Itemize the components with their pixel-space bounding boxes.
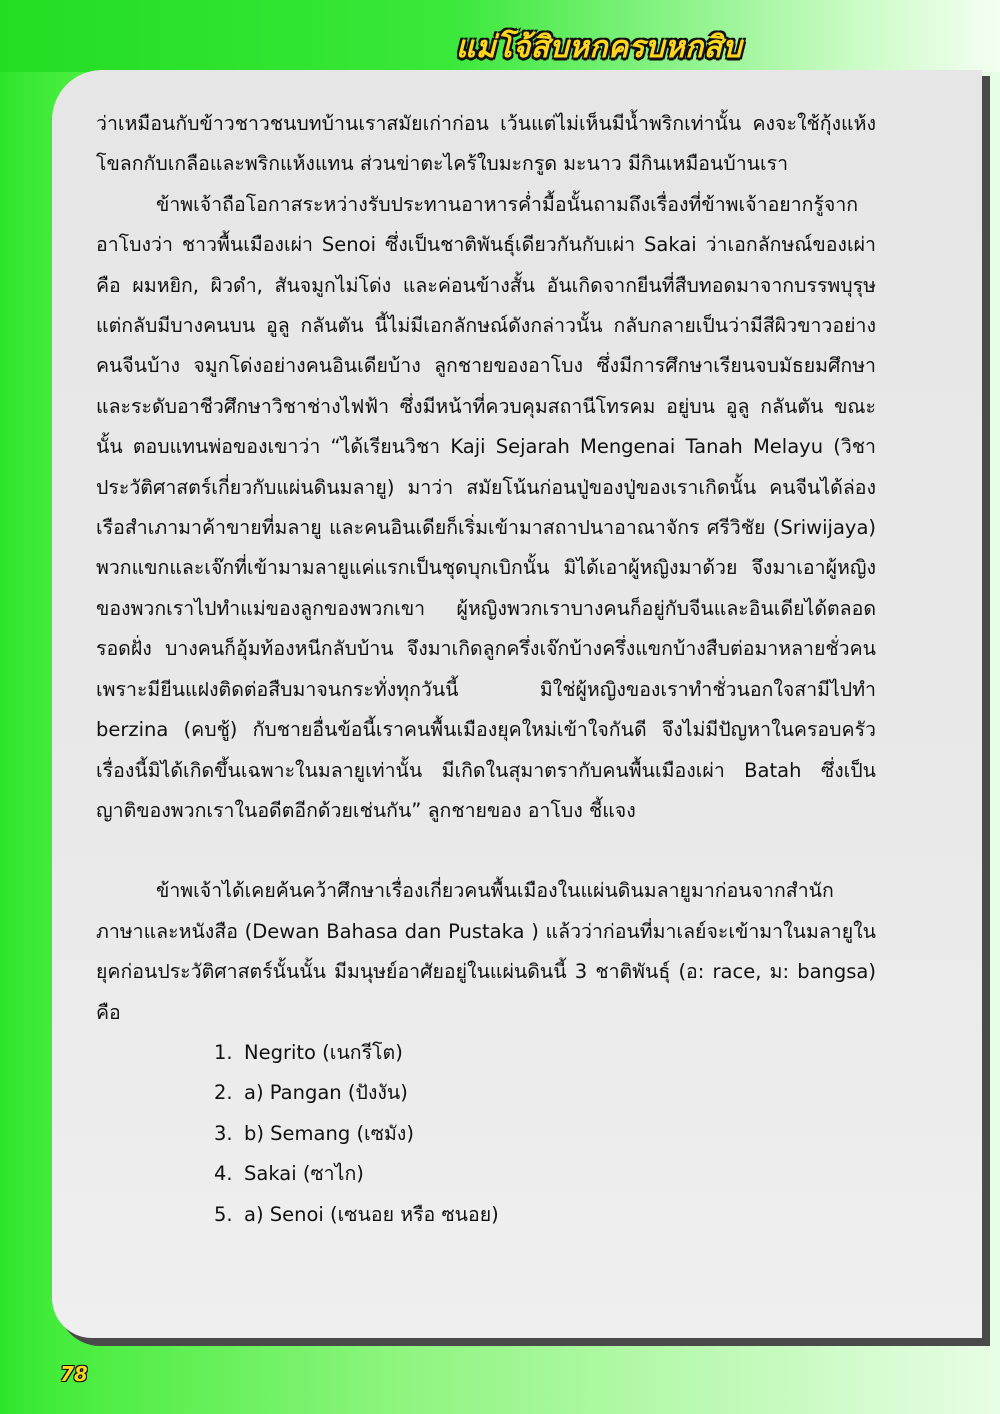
list-item-text: b) Semang (เซมัง) (244, 1121, 414, 1145)
page-number: 78 (60, 1362, 88, 1386)
list-item (96, 1073, 876, 1113)
paragraph-spacer (96, 831, 876, 871)
list-item (96, 1114, 876, 1154)
list-item-text: a) Pangan (ปังงัน) (244, 1081, 408, 1105)
list-item-number: 5. (214, 1202, 233, 1226)
body-paragraph: ว่าเหมือนกับข้าวชาวชนบทบ้านเราสมัยเก่าก่อน เว้นแต่ไม่เห็นมีน้ำพริกเท่านั้น คงจะใช้กุ้งแห้งโขลกกับเกลือและพริกแห้งแทน ส่วนข่าตะไคร้ใบมะกรูด มะนาว มีกินเหมือนบ้านเรา (96, 112, 876, 176)
list-item-number: 4. (214, 1162, 233, 1186)
page-body (96, 104, 876, 1235)
list-item-text: Sakai (ซาไก) (244, 1162, 364, 1186)
body-paragraph: ข้าพเจ้าถือโอกาสระหว่างรับประทานอาหารค่ำมื้อนั้นถามถึงเรื่องที่ข้าพเจ้าอยากรู้จาก อาโบงว่า ชาวพื้นเมืองเผ่า Senoi ซึ่งเป็นชาติพันธุ์เดียวกันกับเผ่า Sakai ว่าเอกลักษณ์ของเผ่าคือ ผมหยิก, ผิวดำ, สันจมูกไม่โด่ง และค่อนข้างสั้น อันเกิดจากยีนที่สืบทอดมาจากบรรพบุรุษ แต่กลับมีบางคนบน อูลู กลันตัน นี้ไม่มีเอกลักษณ์ดังกล่าวนั้น กลับกลายเป็นว่ามีสีผิวขาวอย่างคนจีนบ้าง จมูกโด่งอย่างคนอินเดียบ้าง ลูกชายของอาโบง ซึ่งมีการศึกษาเรียนจบมัธยมศึกษาและระดับอาชีวศึกษาวิชาช่างไฟฟ้า ซึ่งมีหน้าที่ควบคุมสถานีโทรคม อยู่บน อูลู กลันตัน ขณะนั้น ตอบแทนพ่อของเขาว่า “ได้เรียนวิชา Kaji Sejarah Mengenai Tanah Melayu (วิชาประวัติศาสตร์เกี่ยวกับแผ่นดินมลายู) มาว่า สมัยโน้นก่อนปู่ของปู่ของเราเกิดนั้น คนจีนได้ล่องเรือสำเภามาค้าขายที่มลายู และคนอินเดียก็เริ่มเข้ามาสถาปนาอาณาจักร ศรีวิชัย (Sriwijaya) พวกแขกและเจ๊กที่เข้ามามลายูแค่แรกเป็นชุดบุกเบิกนั้น มิได้เอาผู้หญิงมาด้วย จึงมาเอาผู้หญิงของพวกเราไปทำแม่ของลูกของพวกเขา ผู้หญิงพวกเราบางคนก็อยู่กับจีนและอินเดียได้ตลอดรอดฝั่ง บางคนก็อุ้มท้องหนีกลับบ้าน จึงมาเกิดลูกครึ่งเจ๊กบ้างครึ่งแขกบ้างสืบต่อมาหลายชั่วคน เพราะมียีนแฝงติดต่อสืบมาจนกระทั่งทุกวันนี้ มิใช่ผู้หญิงของเราทำชั่วนอกใจสามีไปทำ berzina (คบชู้) กับชายอื่นข้อนี้เราคนพื้นเมืองยุคใหม่เข้าใจกันดี จึงไม่มีปัญหาในครอบครัว เรื่องนี้มิได้เกิดขึ้นเฉพาะในมลายูเท่านั้น มีเกิดในสุมาตรากับคนพื้นเมืองเผ่า Batah ซึ่งเป็นญาติของพวกเราในอดีตอีกด้วยเช่นกัน” ลูกชายของ อาโบง ชี้แจง (96, 192, 876, 822)
list-item (96, 1033, 876, 1073)
body-paragraph: ข้าพเจ้าได้เคยค้นคว้าศึกษาเรื่องเกี่ยวคนพื้นเมืองในแผ่นดินมลายูมาก่อนจากสำนักภาษาและหนังสือ (Dewan Bahasa dan Pustaka ) แล้วว่าก่อนที่มาเลย์จะเข้ามาในมลายูในยุคก่อนประวัติศาสตร์นั้นนั้น มีมนุษย์อาศัยอยู่ในแผ่นดินนี้ 3 ชาติพันธุ์ (อ: race, ม: bangsa) คือ (96, 879, 876, 1024)
list-item-number: 1. (214, 1040, 233, 1064)
ethnic-group-list (96, 1033, 876, 1235)
running-header-title: แม่โจ้สิบหกครบหกสิบ (455, 30, 742, 65)
list-item (96, 1195, 876, 1235)
list-item-number: 2. (214, 1081, 233, 1105)
list-item (96, 1154, 876, 1194)
list-item-number: 3. (214, 1121, 233, 1145)
list-item-text: Negrito (เนกรีโต) (244, 1040, 403, 1064)
list-item-text: a) Senoi (เซนอย หรือ ซนอย) (244, 1202, 499, 1226)
